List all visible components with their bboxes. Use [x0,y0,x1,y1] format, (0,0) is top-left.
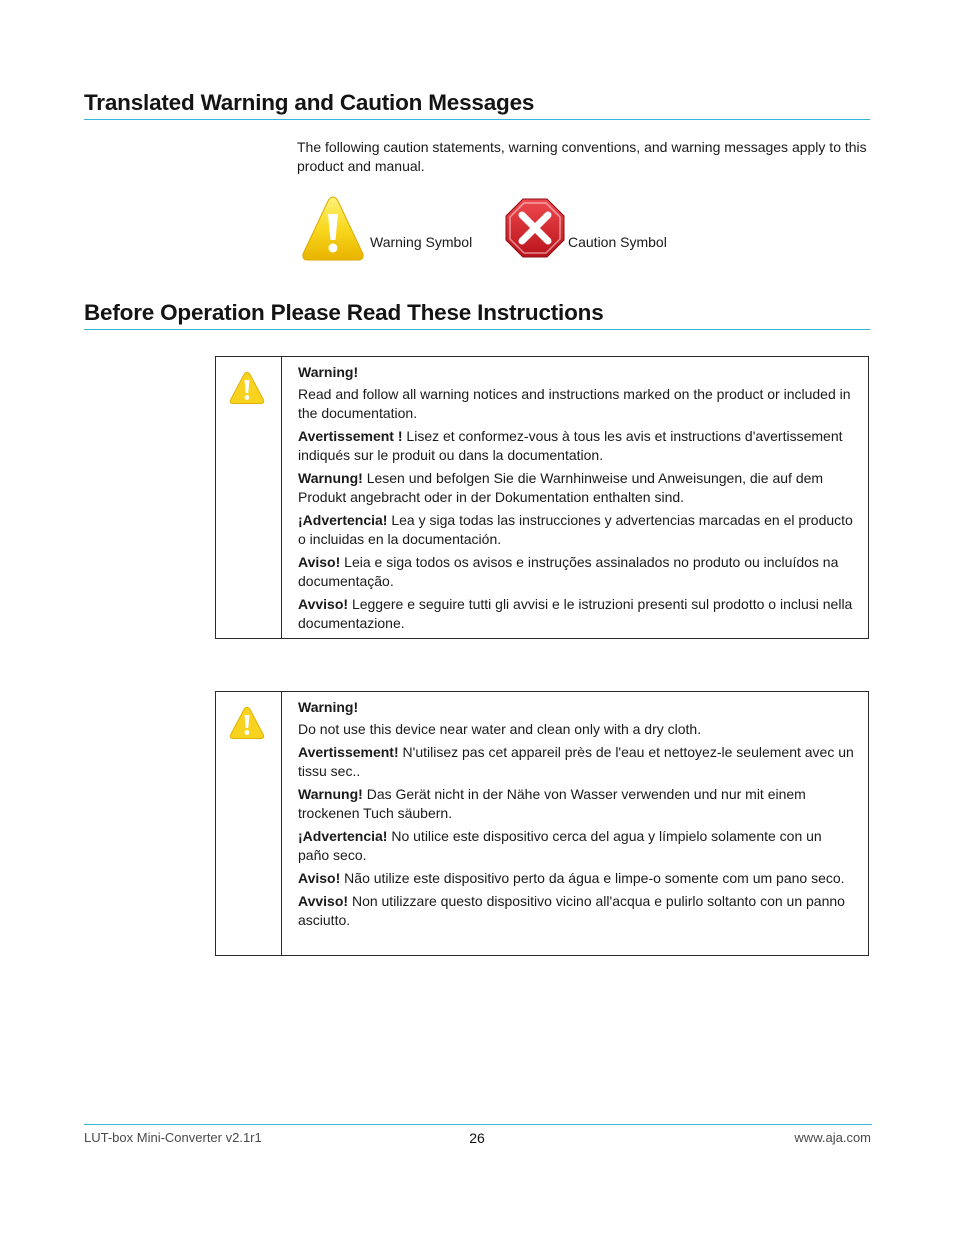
warning-text-cell [298,357,868,643]
warning-line-es: ¡Advertencia! Lea y siga todas las instrucciones y advertencias marcadas en el producto o incluidas en la documentación. [298,512,853,547]
warning-line-en: Do not use this device near water and clean only with a dry cloth. [298,721,702,737]
warning-box-water [215,691,869,956]
warning-line-it: Avviso! Non utilizzare questo dispositivo vicino all'acqua e pulirlo soltanto con un panno asciutto. [298,893,845,928]
warning-text-cell [298,692,868,940]
warning-box-read-instructions [215,356,869,639]
warning-line-pt: Aviso! Leia e siga todos os avisos e instruções assinalados no produto ou incluídos na documentação. [298,554,839,589]
warning-line-pt: Aviso! Não utilize este dispositivo perto da água e limpe-o somente com um pano seco. [298,870,845,886]
intro-paragraph: The following caution statements, warning conventions, and warning messages apply to this product and manual. [297,139,867,174]
warning-symbol-icon [300,194,366,267]
warning-icon-cell [216,357,282,638]
warning-line-de: Warnung! Lesen und befolgen Sie die Warnhinweise und Anweisungen, die auf dem Produkt angebracht oder in der Dokumentation enthalten sind. [298,470,824,505]
footer-rule [84,1124,872,1125]
warning-triangle-icon [229,371,265,405]
warning-symbol-label: Warning Symbol [370,234,473,250]
warning-icon-cell [216,692,282,955]
warning-title: Warning! [298,699,359,715]
warning-line-fr: Avertissement! N'utilisez pas cet appareil près de l'eau et nettoyez-le seulement avec un tissu sec.. [298,744,854,779]
warning-line-de: Warnung! Das Gerät nicht in der Nähe von Wasser verwenden und nur mit einem trockenen Tuch säubern. [298,786,806,821]
warning-line-it: Avviso! Leggere e seguire tutti gli avvisi e le istruzioni presenti sul prodotto o inclusi nella documentazione. [298,596,853,631]
warning-line-fr: Avertissement ! Lisez et conformez-vous à tous les avis et instructions d'avertissement indiqués sur le produit ou dans la documentation. [298,428,843,463]
warning-line-en: Read and follow all warning notices and instructions marked on the product or included in the documentation. [298,386,851,421]
section-heading-before-operation: Before Operation Please Read These Instructions [84,299,870,330]
section-heading-translated: Translated Warning and Caution Messages [84,89,870,120]
footer-website: www.aja.com [794,1130,871,1145]
warning-triangle-icon [229,706,265,740]
footer-product-version: LUT-box Mini-Converter v2.1r1 [84,1130,262,1145]
footer-page-number: 26 [469,1130,485,1146]
warning-line-es: ¡Advertencia! No utilice este dispositivo cerca del agua y límpielo solamente con un paño seco. [298,828,822,863]
caution-symbol-label: Caution Symbol [568,234,667,250]
warning-title: Warning! [298,364,359,380]
caution-symbol-icon [505,198,565,263]
